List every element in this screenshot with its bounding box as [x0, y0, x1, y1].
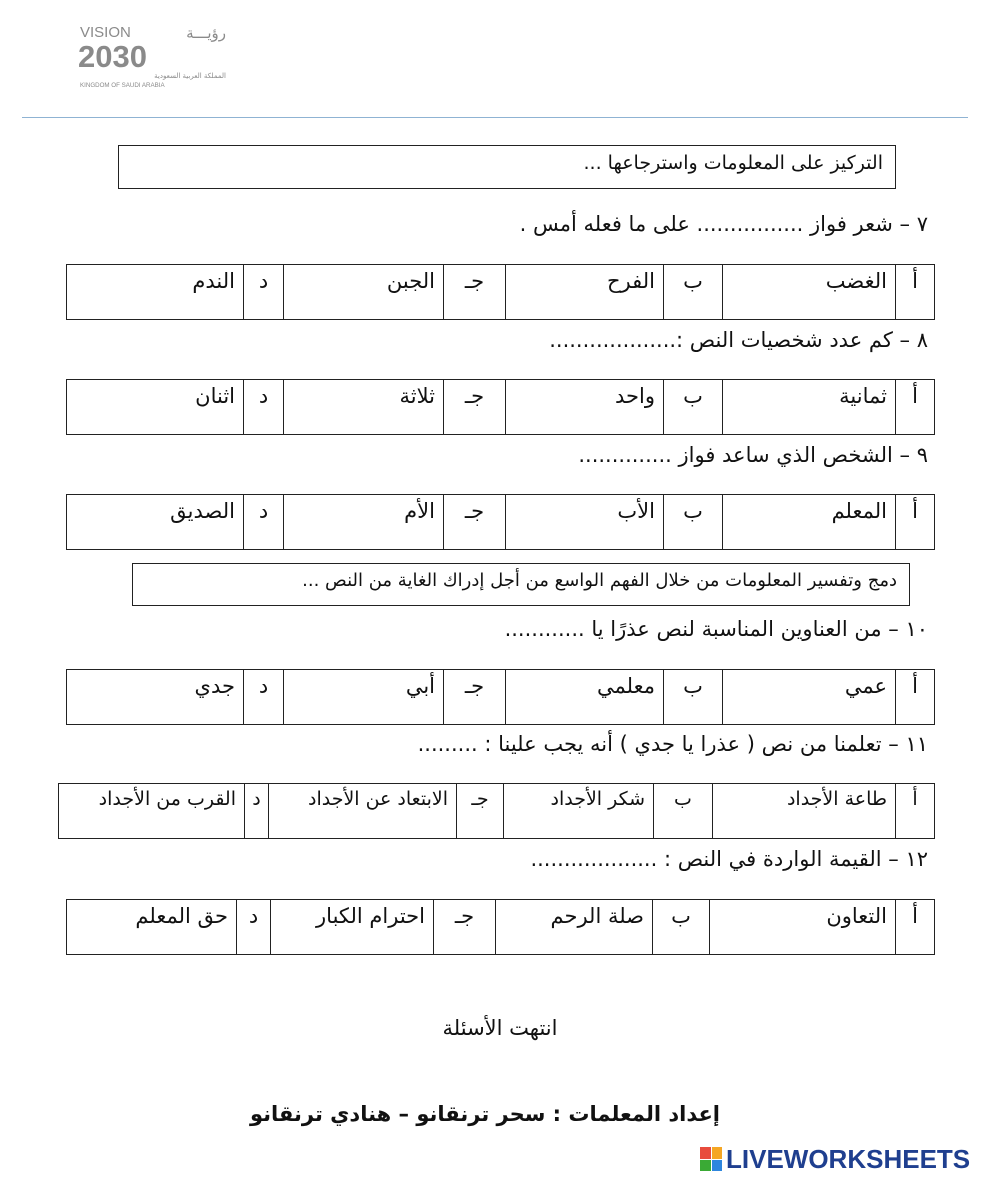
option-c[interactable]: أبي	[284, 670, 444, 725]
option-b[interactable]: الفرح	[506, 265, 664, 320]
option-letter-d: د	[244, 495, 284, 550]
logo-arabic-vision: رؤيـــة	[186, 24, 226, 42]
liveworksheets-brand[interactable]	[700, 1144, 970, 1174]
option-letter-b: ب	[654, 784, 713, 839]
options-table-q9	[66, 494, 935, 550]
option-c[interactable]: احترام الكبار	[271, 900, 434, 955]
logo-kingdom-en: KINGDOM OF SAUDI ARABIA	[80, 82, 165, 89]
option-letter-a: أ	[896, 670, 935, 725]
option-letter-c: جـ	[434, 900, 496, 955]
option-b[interactable]: شكر الأجداد	[504, 784, 654, 839]
option-c[interactable]: الجبن	[284, 265, 444, 320]
end-of-questions: انتهت الأسئلة	[442, 1016, 558, 1040]
option-a[interactable]: الغضب	[723, 265, 896, 320]
option-letter-c: جـ	[444, 265, 506, 320]
option-d[interactable]: الصديق	[67, 495, 244, 550]
section-title-integrate: دمج وتفسير المعلومات من خلال الفهم الواسع من أجل إدراك الغاية من النص ...	[132, 563, 910, 606]
logo-kingdom-ar: المملكة العربية السعودية	[154, 72, 226, 80]
liveworksheets-logo-icon	[700, 1147, 722, 1171]
options-table-q8	[66, 379, 935, 435]
question-9: ٩ – الشخص الذي ساعد فواز ..............	[578, 443, 928, 467]
option-letter-a: أ	[896, 495, 935, 550]
option-b[interactable]: صلة الرحم	[496, 900, 653, 955]
option-letter-b: ب	[664, 495, 723, 550]
option-d[interactable]: حق المعلم	[67, 900, 237, 955]
liveworksheets-brand-text: LIVEWORKSHEETS	[726, 1143, 971, 1174]
teacher-credit: إعداد المعلمات : سحر ترنقانو – هنادي ترنقانو	[249, 1102, 721, 1126]
option-c[interactable]: ثلاثة	[284, 380, 444, 435]
option-letter-b: ب	[664, 670, 723, 725]
options-table-q12	[66, 899, 935, 955]
option-letter-a: أ	[896, 784, 935, 839]
option-letter-d: د	[244, 670, 284, 725]
option-letter-a: أ	[896, 380, 935, 435]
option-d[interactable]: اثنان	[67, 380, 244, 435]
option-letter-d: د	[237, 900, 271, 955]
option-letter-c: جـ	[444, 495, 506, 550]
logo-vision-text: VISION	[80, 24, 131, 41]
option-a[interactable]: المعلم	[723, 495, 896, 550]
section-title-recall: التركيز على المعلومات واسترجاعها ...	[118, 145, 896, 189]
option-letter-d: د	[244, 265, 284, 320]
option-a[interactable]: عمي	[723, 670, 896, 725]
option-d[interactable]: القرب من الأجداد	[59, 784, 245, 839]
option-a[interactable]: التعاون	[710, 900, 896, 955]
option-letter-c: جـ	[444, 380, 506, 435]
question-8: ٨ – كم عدد شخصيات النص :...................	[549, 328, 928, 352]
option-c[interactable]: الأم	[284, 495, 444, 550]
option-letter-c: جـ	[444, 670, 506, 725]
option-b[interactable]: واحد	[506, 380, 664, 435]
logo-year: 2030	[78, 39, 147, 74]
option-a[interactable]: ثمانية	[723, 380, 896, 435]
option-letter-c: جـ	[457, 784, 504, 839]
vision-2030-logo-graphic	[78, 22, 228, 92]
option-letter-b: ب	[653, 900, 710, 955]
option-letter-d: د	[244, 380, 284, 435]
option-c[interactable]: الابتعاد عن الأجداد	[269, 784, 457, 839]
question-12: ١٢ – القيمة الواردة في النص : ...................	[530, 847, 928, 871]
options-table-q11	[58, 783, 935, 839]
option-d[interactable]: جدي	[67, 670, 244, 725]
question-7: ٧ – شعر فواز ................ على ما فعله أمس .	[519, 212, 928, 236]
option-d[interactable]: الندم	[67, 265, 244, 320]
question-10: ١٠ – من العناوين المناسبة لنص عذرًا يا ............	[504, 617, 928, 641]
option-letter-a: أ	[896, 900, 935, 955]
question-11: ١١ – تعلمنا من نص ( عذرا يا جدي ) أنه يجب علينا : .........	[417, 732, 928, 756]
option-a[interactable]: طاعة الأجداد	[713, 784, 896, 839]
options-table-q7	[66, 264, 935, 320]
option-letter-b: ب	[664, 380, 723, 435]
header-divider	[22, 117, 968, 118]
vision-2030-logo	[78, 22, 228, 92]
option-letter-b: ب	[664, 265, 723, 320]
option-b[interactable]: معلمي	[506, 670, 664, 725]
option-letter-a: أ	[896, 265, 935, 320]
option-letter-d: د	[245, 784, 269, 839]
option-b[interactable]: الأب	[506, 495, 664, 550]
options-table-q10	[66, 669, 935, 725]
